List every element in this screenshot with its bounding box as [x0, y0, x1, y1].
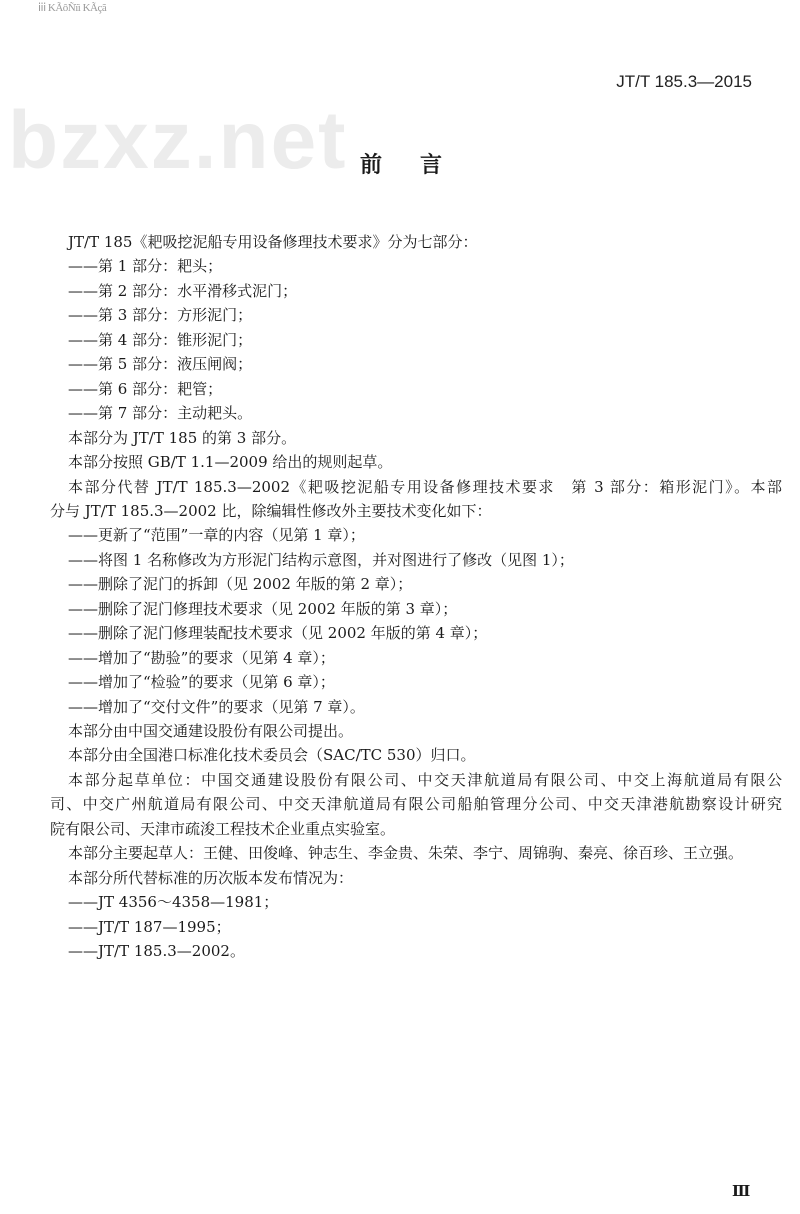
list-item: ——第 1 部分：耙头； [68, 257, 223, 276]
paragraph-line: 本部分起草单位：中国交通建设股份有限公司、中交天津航道局有限公司、中交上海航道局有限公 [68, 770, 782, 789]
list-item: ——删除了泥门修理装配技术要求（见 2002 年版的第 4 章）； [68, 624, 488, 643]
list-item: ——更新了“范围”一章的内容（见第 1 章）； [68, 526, 365, 545]
list-item: ——增加了“检验”的要求（见第 6 章）； [68, 673, 335, 692]
paragraph-line: 司、中交广州航道局有限公司、中交天津航道局有限公司船舶管理分公司、中交天津港航勘察设计研究 [50, 795, 782, 814]
list-item: ——将图 1 名称修改为方形泥门结构示意图，并对图进行了修改（见图 1）； [68, 550, 574, 569]
list-item: ——删除了泥门的拆卸（见 2002 年版的第 2 章）； [68, 575, 413, 594]
list-item: ——删除了泥门修理技术要求（见 2002 年版的第 3 章）； [68, 599, 458, 618]
scan-header-artifact: ⅰⅰⅰ KÃôÑïì KÃçã [38, 2, 107, 14]
page-number: Ⅲ [732, 1182, 751, 1200]
standard-number: JT/T 185.3—2015 [616, 72, 752, 91]
list-item: ——第 5 部分：液压闸阀； [68, 355, 253, 374]
paragraph-line: 本部分为 JT/T 185 的第 3 部分。 [68, 428, 297, 447]
list-item: ——第 4 部分：锥形泥门； [68, 330, 253, 349]
paragraph-line: 本部分按照 GB/T 1.1—2009 给出的规则起草。 [68, 453, 393, 472]
paragraph-line: 本部分代替 JT/T 185.3—2002《耙吸挖泥船专用设备修理技术要求 第 3 部分：箱形泥门》。本部 [68, 477, 782, 496]
list-item: ——JT/T 185.3—2002。 [68, 942, 245, 961]
list-item: ——第 6 部分：耙管； [68, 379, 223, 398]
list-item: ——第 7 部分：主动耙头。 [68, 404, 253, 423]
list-item: ——第 3 部分：方形泥门； [68, 306, 253, 325]
paragraph-line: 院有限公司、天津市疏浚工程技术企业重点实验室。 [50, 819, 396, 838]
list-item: ——JT/T 187—1995； [68, 917, 231, 936]
list-item: ——第 2 部分：水平滑移式泥门； [68, 281, 298, 300]
paragraph-line: 本部分主要起草人：王健、田俊峰、钟志生、李金贵、朱荣、李宁、周锦驹、秦亮、徐百珍、王立强。 [68, 844, 744, 863]
paragraph-line: JT/T 185《耙吸挖泥船专用设备修理技术要求》分为七部分： [68, 233, 478, 251]
paragraph-line: 分与 JT/T 185.3—2002 比，除编辑性修改外主要技术变化如下： [50, 501, 492, 520]
paragraph-line: 本部分由全国港口标准化技术委员会（SAC/TC 530）归口。 [68, 746, 476, 765]
paragraph-line: 本部分由中国交通建设股份有限公司提出。 [68, 722, 354, 740]
page-title: 前言 [360, 153, 481, 178]
list-item: ——JT 4356～4358—1981； [68, 893, 279, 912]
list-item: ——增加了“勘验”的要求（见第 4 章）； [68, 648, 335, 667]
list-item: ——增加了“交付文件”的要求（见第 7 章）。 [68, 697, 365, 716]
paragraph-line: 本部分所代替标准的历次版本发布情况为： [68, 868, 354, 887]
watermark: bzxz.net [8, 95, 348, 186]
